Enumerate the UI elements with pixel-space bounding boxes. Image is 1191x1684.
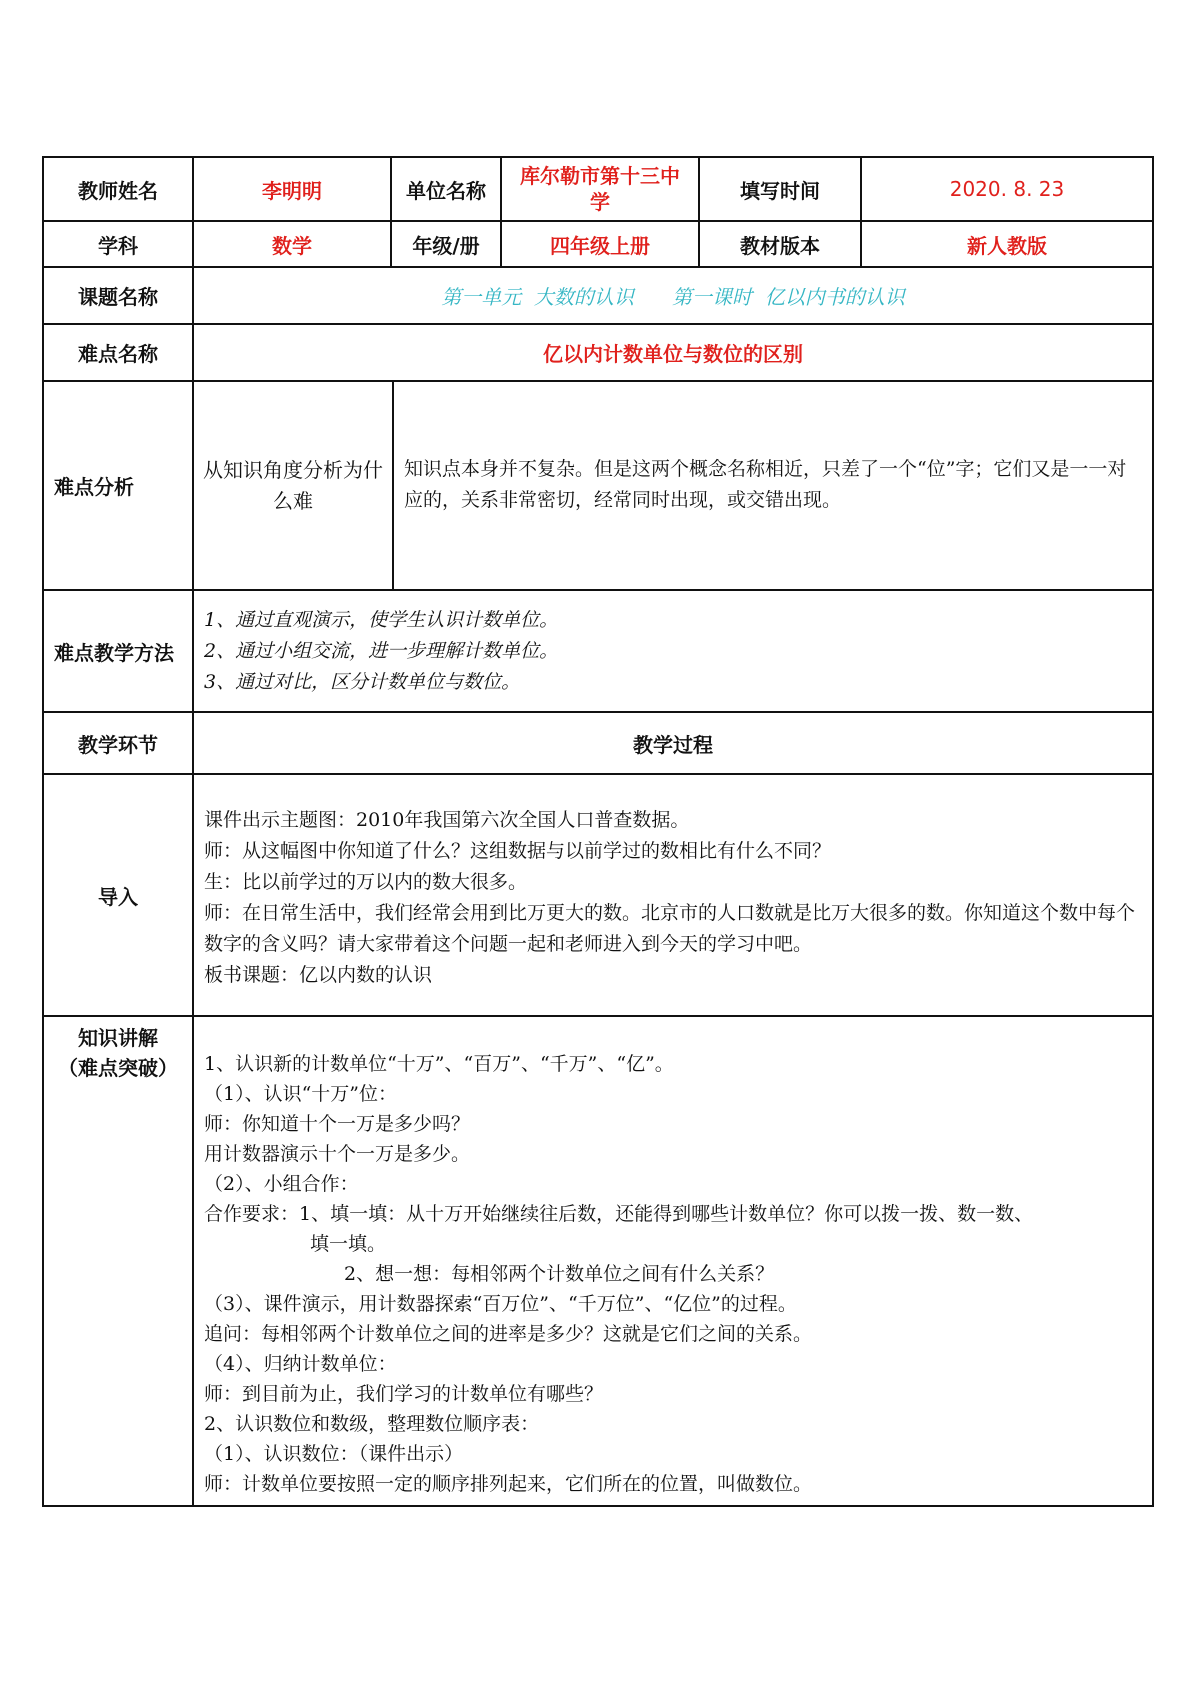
process-header-row [43, 712, 1153, 774]
grade-label: 年级/册 [391, 221, 501, 267]
explain-line: （1）、认识“十万”位： [204, 1083, 398, 1105]
intro-line: 生：比以前学过的万以内的数大很多。 [204, 871, 528, 893]
edition-value: 新人教版 [861, 221, 1153, 267]
difficulty-row [43, 324, 1153, 381]
intro-line: 师：在日常生活中，我们经常会用到比万更大的数。北京市的人口数就是比万大很多的数。你知道这个数中每个数字的含义吗？请大家带着这个问题一起和老师进入到今天的学习中吧。 [204, 902, 1136, 955]
unit-name: 库尔勒市第十三中学 [501, 157, 699, 221]
explain-row [43, 1016, 1153, 1506]
explain-line: （2）、小组合作： [204, 1173, 359, 1195]
subject-value: 数学 [193, 221, 391, 267]
analysis-label: 难点分析 [43, 381, 193, 590]
explain-line: 师：计数单位要按照一定的顺序排列起来，它们所在的位置，叫做数位。 [204, 1473, 813, 1495]
analysis-content [193, 381, 1153, 590]
method-item: 3、通过对比，区分计数单位与数位。 [204, 670, 521, 693]
explain-line: 用计数器演示十个一万是多少。 [204, 1143, 471, 1165]
methods-row [43, 590, 1153, 712]
date-value: 2020. 8. 23 [861, 157, 1153, 221]
topic-row [43, 267, 1153, 324]
topic-value: 第一单元 大数的认识 第一课时 亿以内书的认识 [193, 267, 1153, 324]
analysis-text: 知识点本身并不复杂。但是这两个概念名称相近，只差了一个“位”字；它们又是一一对应的，关系非常密切，经常同时出现，或交错出现。 [404, 458, 1127, 511]
topic-label: 课题名称 [43, 267, 193, 324]
unit-label: 单位名称 [391, 157, 501, 221]
explain-label-main: 知识讲解 [78, 1026, 158, 1050]
difficulty-label: 难点名称 [43, 324, 193, 381]
date-label: 填写时间 [699, 157, 861, 221]
explain-line: 填一填。 [310, 1233, 387, 1255]
analysis-row [43, 381, 1153, 590]
edition-label: 教材版本 [699, 221, 861, 267]
teacher-label: 教师姓名 [43, 157, 193, 221]
explain-line: 1、认识新的计数单位“十万”、“百万”、“千万”、“亿”。 [204, 1053, 674, 1075]
intro-line: 板书课题：亿以内数的认识 [204, 964, 433, 986]
explain-line: （1）、认识数位：（课件出示） [204, 1443, 464, 1465]
explain-line: 师：你知道十个一万是多少吗？ [204, 1113, 471, 1135]
difficulty-value: 亿以内计数单位与数位的区别 [193, 324, 1153, 381]
lesson-plan-sheet [42, 156, 1152, 1507]
methods-content [193, 590, 1153, 712]
explain-line: 合作要求：1、填一填：从十万开始继续往后数，还能得到哪些计数单位？你可以拨一拨、数一数、 [204, 1203, 1034, 1225]
intro-line: 课件出示主题图：2010年我国第六次全国人口普查数据。 [204, 809, 690, 831]
explain-label [43, 1016, 193, 1506]
teacher-name: 李明明 [193, 157, 391, 221]
intro-row [43, 774, 1153, 1016]
explain-line: （4）、归纳计数单位： [204, 1353, 397, 1375]
process-stage-label: 教学环节 [43, 712, 193, 774]
explain-line: 追问：每相邻两个计数单位之间的进率是多少？这就是它们之间的关系。 [204, 1323, 813, 1345]
explain-content [193, 1016, 1153, 1506]
method-item: 1、通过直观演示，使学生认识计数单位。 [204, 608, 559, 631]
explain-label-sub: （难点突破） [58, 1056, 178, 1080]
explain-line: （3）、课件演示，用计数器探索“百万位”、“千万位”、“亿位”的过程。 [204, 1293, 797, 1315]
explain-line: 2、认识数位和数级，整理数位顺序表： [204, 1413, 540, 1435]
subject-label: 学科 [43, 221, 193, 267]
intro-label: 导入 [43, 774, 193, 1016]
explain-line: 2、想一想：每相邻两个计数单位之间有什么关系？ [344, 1263, 775, 1285]
grade-value: 四年级上册 [501, 221, 699, 267]
methods-label: 难点教学方法 [43, 590, 193, 712]
process-title: 教学过程 [193, 712, 1153, 774]
lesson-plan-table [42, 156, 1154, 1507]
header-row-2 [43, 221, 1153, 267]
intro-content [193, 774, 1153, 1016]
explain-line: 师：到目前为止，我们学习的计数单位有哪些？ [204, 1383, 604, 1405]
header-row-1 [43, 157, 1153, 221]
analysis-sub-label: 从知识角度分析为什么难 [194, 382, 394, 589]
intro-line: 师：从这幅图中你知道了什么？这组数据与以前学过的数相比有什么不同？ [204, 840, 832, 862]
method-item: 2、通过小组交流，进一步理解计数单位。 [204, 639, 559, 662]
